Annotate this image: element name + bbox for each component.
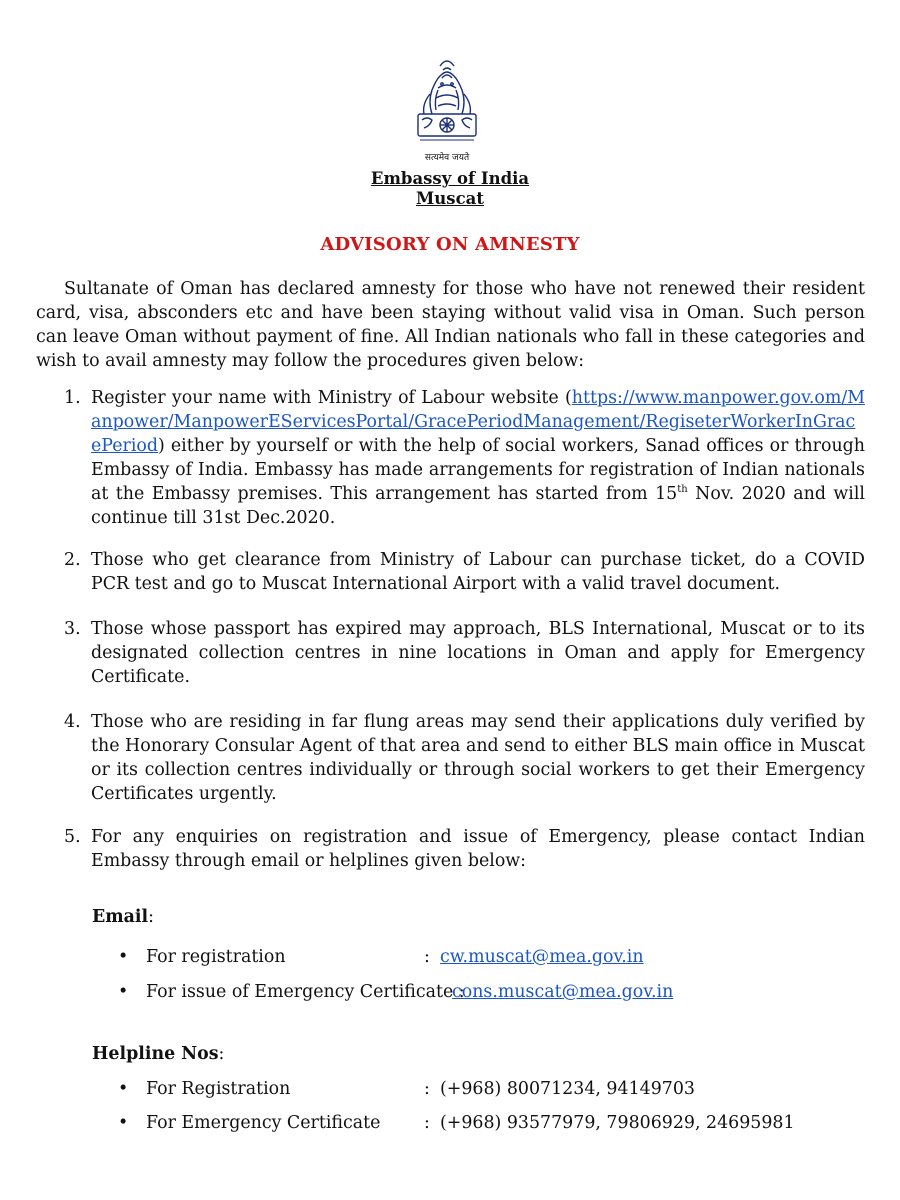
org-city: Muscat xyxy=(416,189,484,208)
item-text: Those whose passport has expired may approach, BLS International, Muscat or to its designated collection centres in nine locations in Oman and apply for Emergency Certificate. xyxy=(91,619,865,687)
bullet-icon: • xyxy=(118,1113,129,1133)
bullet-icon: • xyxy=(118,1079,129,1099)
registration-email-link[interactable]: cw.muscat@mea.gov.in xyxy=(440,947,644,967)
list-item xyxy=(50,710,865,806)
row-colon: : xyxy=(424,1113,430,1133)
emblem xyxy=(412,48,482,166)
india-state-emblem-icon xyxy=(412,48,482,152)
email-row-emergency xyxy=(118,980,838,1004)
helpline-row-emergency xyxy=(118,1111,838,1135)
email-label: Email: xyxy=(92,907,154,927)
page-title: ADVISORY ON AMNESTY xyxy=(320,234,580,255)
item-number: 4. xyxy=(64,712,81,732)
item-text: Register your name with Ministry of Labour website (https://www.manpower.gov.om/Manpower/ManpowerEServicesPortal/GracePeriodManagement/RegiseterWorkerInGracePeriod) either by yourself or with the help of social workers, Sanad offices or through Embassy of India. Embassy has made arrangements for registration of Indian nationals at the Embassy premises. This arrangement has started from 15th Nov. 2020 and will continue till 31st Dec.2020. xyxy=(91,388,865,528)
list-item xyxy=(50,825,865,873)
row-value: (+968) 80071234, 94149703 xyxy=(440,1079,695,1099)
row-colon: : xyxy=(424,1079,430,1099)
item-number: 1. xyxy=(64,388,81,408)
row-value: (+968) 93577979, 79806929, 24695981 xyxy=(440,1113,795,1133)
item-number: 5. xyxy=(64,827,81,847)
row-label: For registration xyxy=(146,947,286,967)
emergency-email-link[interactable]: cons.muscat@mea.gov.in xyxy=(452,982,674,1002)
motto-text: सत्यमेव जयते xyxy=(424,153,470,163)
row-label: For Emergency Certificate xyxy=(146,1113,381,1133)
row-label: For Registration xyxy=(146,1079,291,1099)
org-name: Embassy of India xyxy=(370,169,530,188)
bullet-icon: • xyxy=(118,982,129,1002)
manpower-registration-link[interactable]: https://www.manpower.gov.om/Manpower/ManpowerEServicesPortal/GracePeriodManagement/RegiseterWorkerInGracePeriod xyxy=(91,388,865,456)
item-number: 2. xyxy=(64,550,81,570)
list-item xyxy=(50,548,865,596)
email-row-registration xyxy=(118,945,838,969)
list-item xyxy=(50,617,865,689)
bullet-icon: • xyxy=(118,947,129,967)
row-label: For issue of Emergency Certificate : xyxy=(146,982,465,1002)
item-text: For any enquiries on registration and issue of Emergency, please contact Indian Embassy through email or helplines given below: xyxy=(91,827,865,871)
helpline-label: Helpline Nos: xyxy=(92,1044,225,1064)
intro-paragraph: Sultanate of Oman has declared amnesty for those who have not renewed their resident card, visa, absconders etc and have been staying without valid visa in Oman. Such person can leave Oman without payment of fine. All Indian nationals who fall in these categories and wish to avail amnesty may follow the procedures given below: xyxy=(36,279,865,371)
list-item xyxy=(50,386,865,530)
row-colon: : xyxy=(424,947,430,967)
item-text: Those who get clearance from Ministry of Labour can purchase ticket, do a COVID PCR test and go to Muscat International Airport with a valid travel document. xyxy=(91,550,865,594)
item-number: 3. xyxy=(64,619,81,639)
helpline-row-registration xyxy=(118,1077,838,1101)
item-text: Those who are residing in far flung areas may send their applications duly verified by the Honorary Consular Agent of that area and send to either BLS main office in Muscat or its collection centres individually or through social workers to get their Emergency Certificates urgently. xyxy=(91,712,865,804)
